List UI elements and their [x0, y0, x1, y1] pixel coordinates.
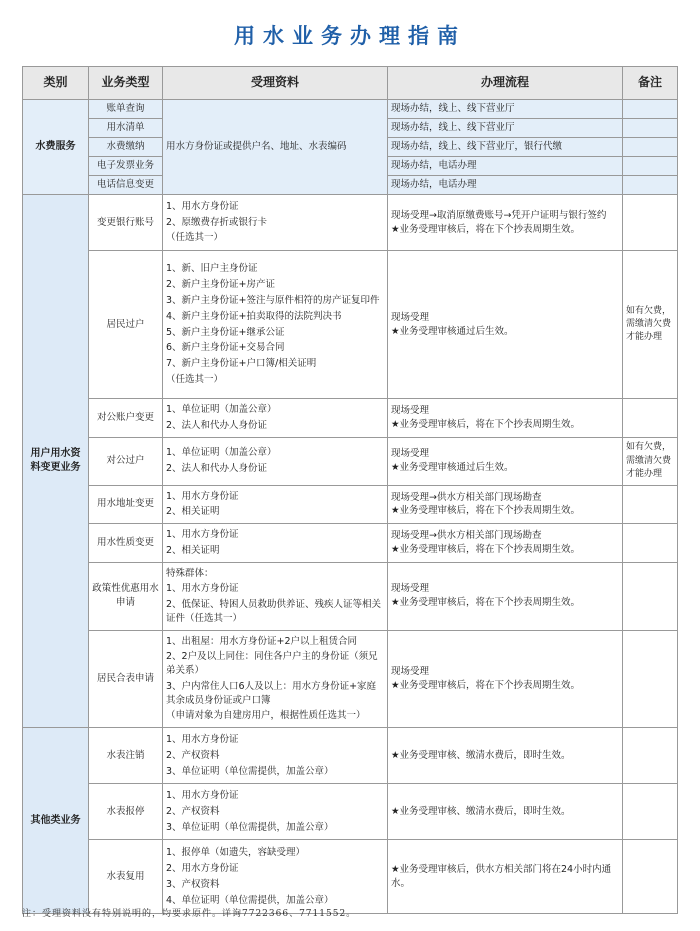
process-line: ★业务受理审核通过后生效。 [391, 462, 514, 474]
remark-cell [623, 119, 678, 138]
business-type: 电子发票业务 [89, 157, 163, 176]
process-cell: 现场办结，线上、线下营业厅 [388, 119, 623, 138]
business-type: 居民过户 [89, 251, 163, 399]
materials-line: 2、产权资料 [166, 749, 220, 761]
business-type: 用水清单 [89, 119, 163, 138]
header-materials: 受理资料 [163, 67, 388, 100]
process-line: ★业务受理审核后，将在下个抄表周期生效。 [391, 505, 581, 517]
materials-line: 2、用水方身份证 [166, 862, 239, 874]
business-type: 变更银行账号 [89, 195, 163, 251]
materials-line: （任选其一） [166, 373, 224, 385]
process-line: ★业务受理审核通过后生效。 [391, 325, 514, 337]
process-line: ★业务受理审核后，将在下个抄表周期生效。 [391, 543, 581, 555]
table-row [23, 100, 678, 119]
materials-line: 2、2户及以上同住：同住各户户主的身份证（须兄弟关系） [166, 651, 378, 677]
process-cell [388, 485, 623, 524]
header-row [23, 67, 678, 100]
process-line: ★业务受理审核后，将在下个抄表周期生效。 [391, 597, 581, 609]
process-line: ★业务受理审核后，将在下个抄表周期生效。 [391, 418, 581, 430]
header-business-type: 业务类型 [89, 67, 163, 100]
remark-cell [623, 630, 678, 728]
remark-cell [623, 485, 678, 524]
process-cell [388, 728, 623, 784]
materials-line: 1、单位证明（加盖公章） [166, 447, 277, 459]
remark-cell [623, 784, 678, 840]
table-row [23, 437, 678, 485]
table-row [23, 195, 678, 251]
business-type: 对公账户变更 [89, 399, 163, 438]
remark-cell [623, 157, 678, 176]
category-water: 水费服务 [23, 100, 89, 195]
remark-cell [623, 728, 678, 784]
header-process: 办理流程 [388, 67, 623, 100]
header-category: 类别 [23, 67, 89, 100]
process-line: 现场受理→供水方相关部门现场勘查 [391, 491, 542, 503]
business-type: 对公过户 [89, 437, 163, 485]
process-line: 现场受理→供水方相关部门现场勘查 [391, 530, 542, 542]
materials-line: 2、原缴费存折或银行卡 [166, 216, 268, 228]
process-cell [388, 562, 623, 630]
process-cell [388, 784, 623, 840]
business-type: 水费缴纳 [89, 138, 163, 157]
table-row [23, 485, 678, 524]
materials-cell [163, 630, 388, 728]
remark-cell: 如有欠费，需缴清欠费才能办理 [623, 437, 678, 485]
process-cell [388, 437, 623, 485]
materials-line: 2、法人和代办人身份证 [166, 419, 268, 431]
table-row [23, 784, 678, 840]
materials-cell [163, 840, 388, 914]
process-cell [388, 524, 623, 563]
materials-cell [163, 437, 388, 485]
materials-line: 1、用水方身份证 [166, 200, 239, 212]
materials-line: 2、相关证明 [166, 506, 220, 518]
materials-line: 4、单位证明（单位需提供，加盖公章） [166, 894, 334, 906]
process-line: ★业务受理审核、缴清水费后，即时生效。 [391, 749, 571, 761]
materials-cell: 用水方身份证或提供户名、地址、水表编码 [163, 100, 388, 195]
process-cell [388, 840, 623, 914]
materials-line: 1、用水方身份证 [166, 529, 239, 541]
process-cell [388, 399, 623, 438]
materials-line: 2、相关证明 [166, 544, 220, 556]
remark-cell [623, 840, 678, 914]
process-cell: 现场办结，电话办理 [388, 176, 623, 195]
materials-line: 1、报停单（如遗失，容缺受理） [166, 847, 306, 859]
materials-cell [163, 728, 388, 784]
process-line: ★业务受理审核、缴清水费后，即时生效。 [391, 805, 571, 817]
materials-line: 1、用水方身份证 [166, 734, 239, 746]
business-type: 账单查询 [89, 100, 163, 119]
materials-line: 1、用水方身份证 [166, 490, 239, 502]
materials-cell [163, 251, 388, 399]
materials-line: （任选其一） [166, 232, 224, 244]
table-row [23, 728, 678, 784]
table-row [23, 562, 678, 630]
materials-line: 1、新、旧户主身份证 [166, 263, 258, 275]
materials-line: 2、新户主身份证+房产证 [166, 279, 276, 291]
table-row [23, 630, 678, 728]
materials-line: 特殊群体： [166, 567, 214, 579]
business-type: 水表报停 [89, 784, 163, 840]
materials-line: （申请对象为自建房用户，根据性质任选其一） [166, 710, 366, 722]
materials-line: 1、出租屋：用水方身份证+2户以上租赁合同 [166, 635, 358, 647]
process-line: ★业务受理审核后，将在下个抄表周期生效。 [391, 679, 581, 691]
materials-line: 5、新户主身份证+继承公证 [166, 326, 285, 338]
remark-cell [623, 399, 678, 438]
remark-cell [623, 138, 678, 157]
process-line: ★业务受理审核后，将在下个抄表周期生效。 [391, 223, 581, 235]
footnote: 注：受理资料没有特别说明的，均要求原件。详询7722366、7711552。 [22, 909, 357, 919]
materials-line: 4、新户主身份证+拍卖取得的法院判决书 [166, 310, 342, 322]
process-line: 现场受理 [391, 583, 430, 595]
process-line: 现场受理 [391, 448, 430, 460]
process-cell: 现场办结，线上、线下营业厅 [388, 100, 623, 119]
business-type: 用水地址变更 [89, 485, 163, 524]
business-type: 水表复用 [89, 840, 163, 914]
remark-cell [623, 562, 678, 630]
remark-cell [623, 524, 678, 563]
materials-line: 1、用水方身份证 [166, 790, 239, 802]
process-cell: 现场办结，线上、线下营业厅，银行代缴 [388, 138, 623, 157]
materials-line: 2、产权资料 [166, 805, 220, 817]
service-guide-table [22, 66, 678, 914]
process-line: 现场受理 [391, 311, 430, 323]
materials-line: 3、产权资料 [166, 878, 220, 890]
materials-line: 3、新户主身份证+签注与原件相符的房产证复印件 [166, 294, 380, 306]
materials-line: 1、单位证明（加盖公章） [166, 404, 277, 415]
table-row [23, 399, 678, 438]
materials-line: 6、新户主身份证+交易合同 [166, 342, 285, 354]
business-type: 居民合表申请 [89, 630, 163, 728]
header-remark: 备注 [623, 67, 678, 100]
remark-cell [623, 195, 678, 251]
category-change: 用户用水资料变更业务 [23, 195, 89, 728]
table-row [23, 251, 678, 399]
remark-cell [623, 100, 678, 119]
materials-line: 3、户内常住人口6人及以上：用水方身份证+家庭其余成员身份证或户口簿 [166, 680, 377, 706]
process-line: 现场受理 [391, 405, 430, 416]
materials-line: 2、低保证、特困人员救助供养证、残疾人证等相关证件（任选其一） [166, 599, 382, 624]
materials-line: 1、用水方身份证 [166, 583, 239, 595]
process-cell: 现场办结，电话办理 [388, 157, 623, 176]
process-line: 现场受理 [391, 666, 430, 678]
table-row [23, 524, 678, 563]
materials-line: 3、单位证明（单位需提供，加盖公章） [166, 765, 334, 777]
page-title: 用水业务办理指南 [234, 24, 466, 48]
materials-cell [163, 399, 388, 438]
materials-cell [163, 562, 388, 630]
materials-cell [163, 485, 388, 524]
process-line: ★业务受理审核后，供水方相关部门将在24小时内通水。 [391, 863, 612, 889]
process-cell [388, 195, 623, 251]
materials-line: 7、新户主身份证+户口簿/相关证明 [166, 358, 317, 370]
business-type: 政策性优惠用水申请 [89, 562, 163, 630]
process-line: 现场受理→取消原缴费账号→凭开户证明与银行签约 [391, 209, 607, 221]
business-type: 电话信息变更 [89, 176, 163, 195]
materials-line: 3、单位证明（单位需提供，加盖公章） [166, 821, 334, 833]
process-cell [388, 630, 623, 728]
business-type: 用水性质变更 [89, 524, 163, 563]
process-cell [388, 251, 623, 399]
materials-cell [163, 784, 388, 840]
business-type: 水表注销 [89, 728, 163, 784]
table-row [23, 840, 678, 914]
materials-cell [163, 524, 388, 563]
remark-cell: 如有欠费，需缴清欠费才能办理 [623, 251, 678, 399]
materials-line: 2、法人和代办人身份证 [166, 463, 268, 475]
remark-cell [623, 176, 678, 195]
materials-cell [163, 195, 388, 251]
category-other: 其他类业务 [23, 728, 89, 914]
